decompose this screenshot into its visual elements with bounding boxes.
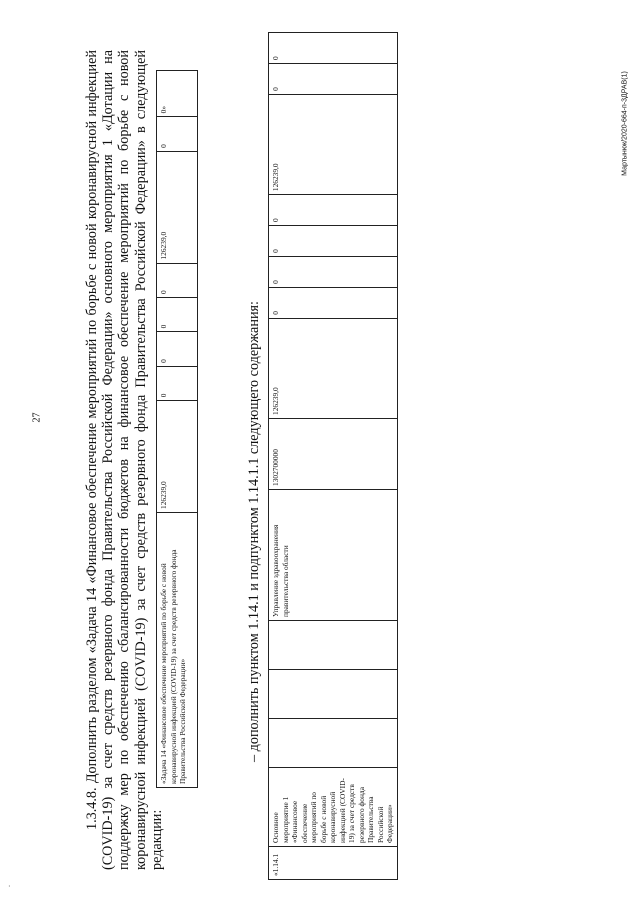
- rotated-content: [20, 10, 630, 880]
- table-cell: 126239,0: [269, 94, 398, 194]
- task14-label: «Задача 14 «Финансовое обеспечение мероприятий по борьбе с новой коронавирусной инфекцией (COVID-19) за счет средств резервного фонда Правительства Российской Федерации»: [157, 513, 198, 788]
- table-cell: 0: [269, 33, 398, 64]
- table-cell: 126239,0: [157, 401, 198, 513]
- table-cell: [269, 719, 398, 768]
- table-cell: 0: [157, 263, 198, 297]
- table-cell: 0: [157, 366, 198, 400]
- table-cell: [269, 670, 398, 719]
- table-cell: 0: [269, 287, 398, 318]
- amendment-paragraph: 1.3.4.8. Дополнить разделом «Задача 14 «Финансовое обеспечение мероприятий по борьбе с новой коронавирусной инфекцией (COVID-19) за счет средств резервного фонда Правительства Российской Федерации» основного мероприятия 1 «Дотации на поддержку мер по обеспечению сбалансированности бюджетов на финансовое обеспечение мероприятий по борьбе с новой коронавирусной инфекцией (COVID-19) за счет средств резервного фонда Правительства Российской Федерации» в следующей редакции:: [84, 50, 165, 870]
- table-cell: 0: [269, 256, 398, 287]
- table-cell: 0: [157, 117, 198, 151]
- page-number: 27: [31, 412, 43, 423]
- footer-reference: Мартынюк/2020-664-п-3ДРАВ(1): [621, 71, 629, 176]
- subsection-intro: – дополнить пунктом 1.14.1 и подпунктом 1.14.1.1 следующего содержания:: [246, 300, 262, 762]
- table-cell: [269, 621, 398, 670]
- table-row: [269, 33, 398, 880]
- table-cell: 126239,0: [269, 318, 398, 418]
- table-cell: 0»: [157, 71, 198, 117]
- task14-table: [156, 70, 198, 788]
- table-cell: 0: [157, 332, 198, 366]
- edge-mark: ·: [8, 882, 11, 891]
- measure-name: Основное мероприятие 1 «Финансовое обеспечение мероприятий по борьбе с новой коронавирусной инфекцией (COVID-19) за счет средств резервного фонда Правительства Российской Федерации»: [269, 768, 398, 847]
- table-cell: 0: [269, 226, 398, 257]
- table-row: [157, 71, 198, 788]
- table-cell: 0: [269, 63, 398, 94]
- measure-table: [268, 32, 398, 880]
- budget-code: 1302700000: [269, 419, 398, 490]
- table-cell: 0: [157, 297, 198, 331]
- item-number: «1.14.1: [269, 847, 398, 880]
- executor: Управление здравоохранения правительства области: [269, 490, 398, 621]
- table-cell: 0: [269, 195, 398, 226]
- table-cell: 126239,0: [157, 151, 198, 263]
